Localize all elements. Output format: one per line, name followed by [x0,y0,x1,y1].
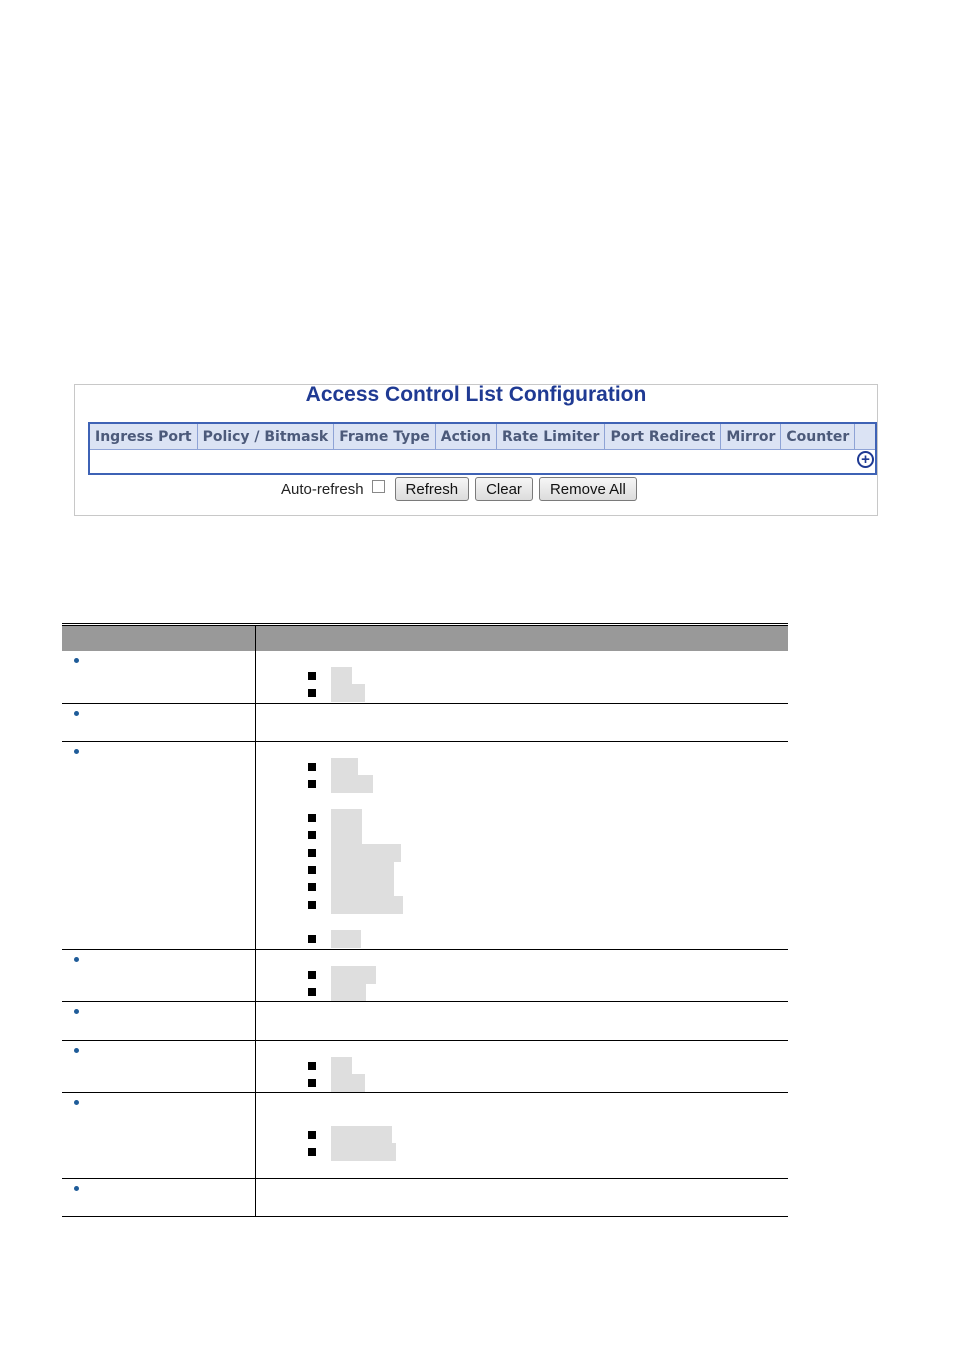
redacted-text [331,809,362,827]
bullet-icon [74,711,79,716]
square-bullet-icon [308,883,316,891]
square-bullet-icon [308,689,316,697]
desc-row [62,1040,788,1092]
desc-object-cell [62,1040,256,1092]
desc-text-cell [256,1178,789,1216]
redacted-text [331,758,358,776]
desc-object-cell [62,1092,256,1178]
redacted-text [331,983,366,1001]
desc-header-object [62,625,256,652]
clear-button[interactable]: Clear [475,477,533,501]
desc-object-cell [62,1178,256,1216]
redacted-text [331,896,403,914]
desc-text-cell [256,1040,789,1092]
col-action: Action [435,423,496,450]
refresh-button[interactable]: Refresh [395,477,470,501]
bullet-icon [74,1009,79,1014]
square-bullet-icon [308,901,316,909]
plus-circle-icon[interactable]: + [857,451,874,468]
square-bullet-icon [308,988,316,996]
col-ingress-port: Ingress Port [89,423,197,450]
desc-text-cell [256,703,789,741]
desc-text-cell [256,949,789,1001]
col-rate-limiter: Rate Limiter [496,423,605,450]
controls-bar [281,477,643,501]
auto-refresh-checkbox[interactable] [372,480,385,493]
desc-row [62,1001,788,1040]
desc-row [62,949,788,1001]
desc-row [62,1178,788,1216]
square-bullet-icon [308,1079,316,1087]
acl-header-row [89,423,876,450]
square-bullet-icon [308,866,316,874]
col-counter: Counter [781,423,855,450]
redacted-text [331,1074,365,1092]
redacted-text [331,861,394,879]
redacted-text [331,930,361,948]
desc-row [62,703,788,741]
square-bullet-icon [308,763,316,771]
redacted-text [331,966,376,984]
col-frame-type: Frame Type [334,423,436,450]
desc-object-cell [62,1001,256,1040]
add-row-cell [89,450,876,475]
desc-text-cell [256,651,789,703]
redacted-text [331,684,365,702]
square-bullet-icon [308,672,316,680]
desc-object-cell [62,949,256,1001]
desc-header-description [256,625,789,652]
acl-table [88,422,877,475]
col-port-redirect: Port Redirect [605,423,721,450]
desc-object-cell [62,703,256,741]
desc-row [62,741,788,949]
col-mirror: Mirror [721,423,781,450]
redacted-text [331,1126,392,1144]
desc-text-cell [256,741,789,949]
bullet-icon [74,1186,79,1191]
col-add [855,423,876,450]
bullet-icon [74,1100,79,1105]
square-bullet-icon [308,971,316,979]
square-bullet-icon [308,1148,316,1156]
desc-header-row [62,625,788,652]
square-bullet-icon [308,780,316,788]
redacted-text [331,1057,352,1075]
redacted-text [331,775,373,793]
desc-row [62,1092,788,1178]
square-bullet-icon [308,814,316,822]
square-bullet-icon [308,935,316,943]
redacted-text [331,667,352,685]
col-policy-bitmask: Policy / Bitmask [197,423,334,450]
redacted-text [331,878,394,896]
description-table-wrap [62,623,788,1217]
square-bullet-icon [308,849,316,857]
bullet-icon [74,1048,79,1053]
description-table [62,623,788,1217]
bullet-icon [74,658,79,663]
desc-row [62,651,788,703]
redacted-text [331,844,401,862]
acl-empty-row [89,450,876,475]
redacted-text [331,826,362,844]
auto-refresh-label: Auto-refresh [281,480,364,498]
page-title: Access Control List Configuration [305,383,647,406]
desc-text-cell [256,1092,789,1178]
desc-object-cell [62,741,256,949]
desc-object-cell [62,651,256,703]
bullet-icon [74,957,79,962]
bullet-icon [74,749,79,754]
remove-all-button[interactable]: Remove All [539,477,637,501]
acl-config-panel [74,384,878,516]
square-bullet-icon [308,831,316,839]
square-bullet-icon [308,1131,316,1139]
square-bullet-icon [308,1062,316,1070]
redacted-text [331,1143,396,1161]
desc-text-cell [256,1001,789,1040]
